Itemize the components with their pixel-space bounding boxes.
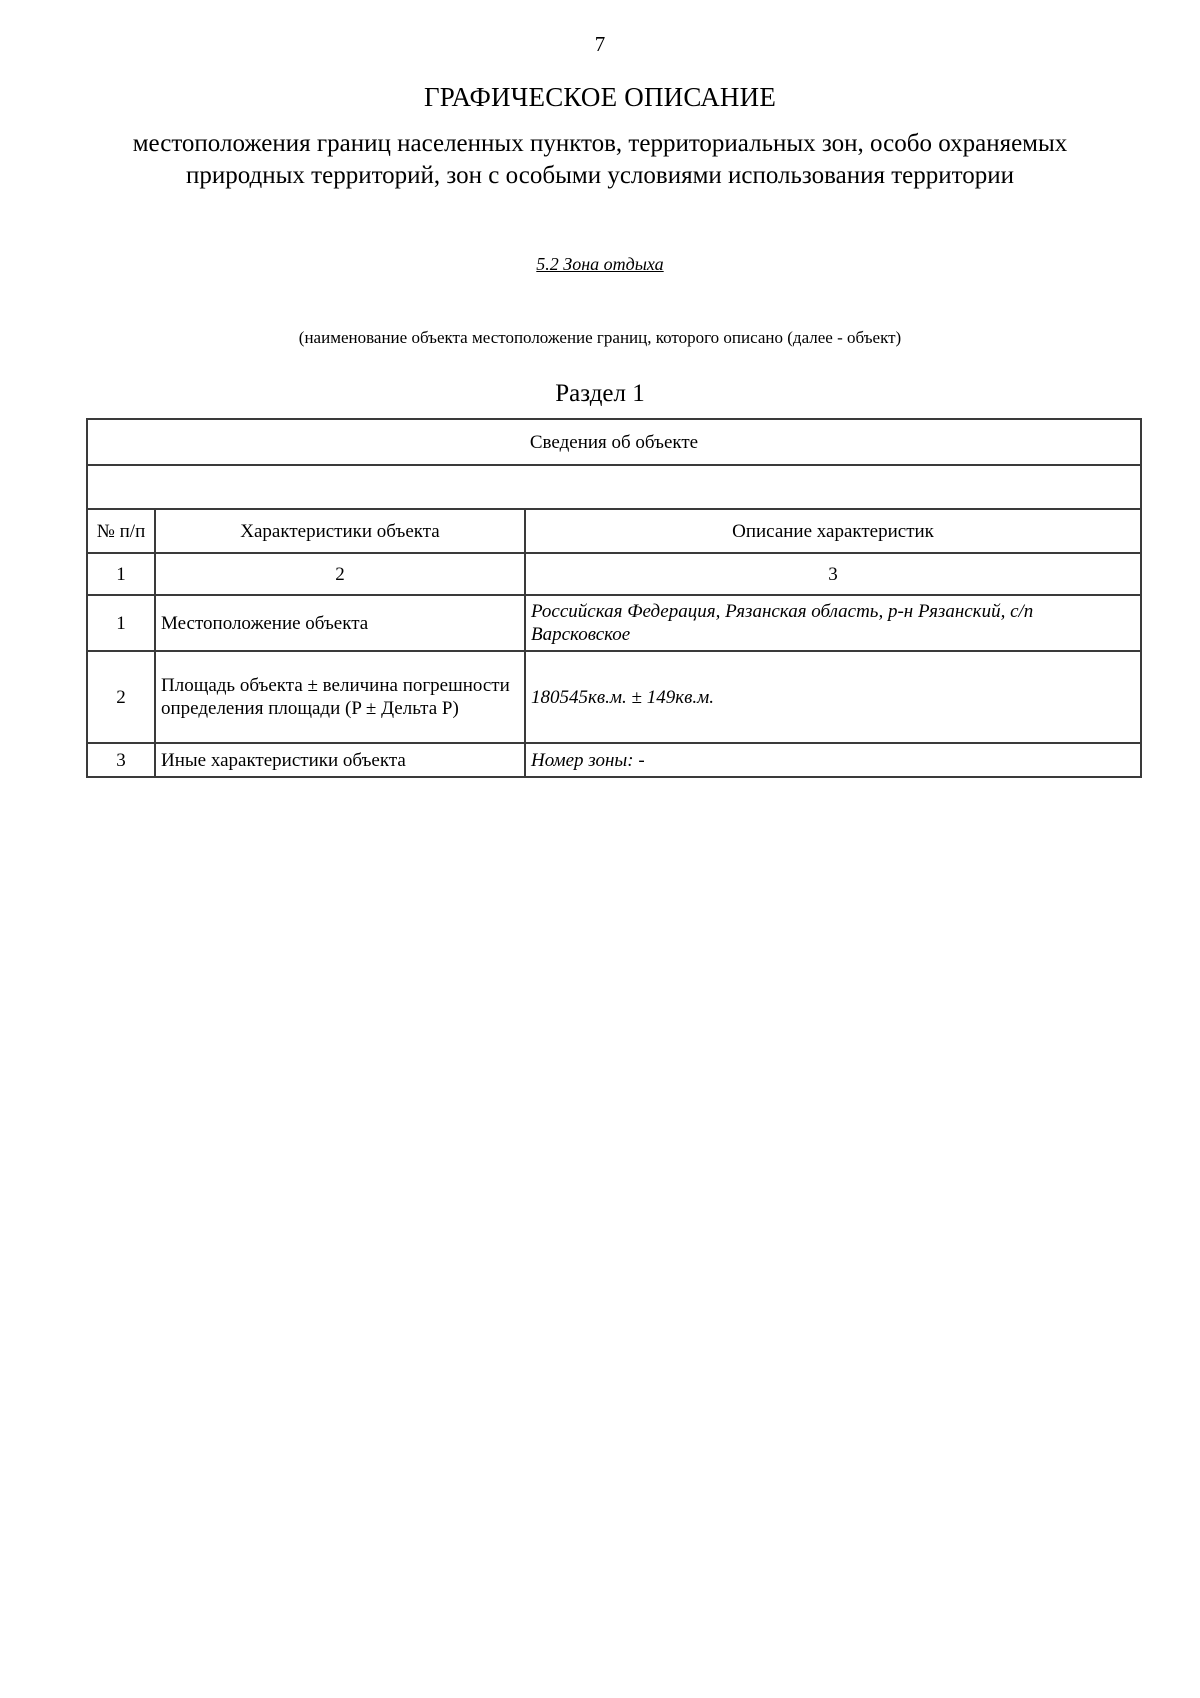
document-title: ГРАФИЧЕСКОЕ ОПИСАНИЕ <box>423 82 777 112</box>
object-name-caption: (наименование объекта местоположение границ, которого описано (далее - объект) <box>298 328 902 347</box>
row-number: 1 <box>87 595 155 651</box>
row-number: 2 <box>87 651 155 743</box>
row-number: 3 <box>87 743 155 777</box>
column-header-characteristic: Характеристики объекта <box>155 509 525 553</box>
section-title: Раздел 1 <box>555 380 645 407</box>
table-caption-row <box>87 419 1141 465</box>
table-empty-cell <box>87 465 1141 509</box>
row-characteristic: Местоположение объекта <box>155 595 525 651</box>
row-characteristic: Иные характеристики объекта <box>155 743 525 777</box>
row-characteristic: Площадь объекта ± величина погрешности определения площади (P ± Дельта P) <box>155 651 525 743</box>
row-description: Российская Федерация, Рязанская область, р-н Рязанский, с/п Варсковское <box>525 595 1141 651</box>
table-column-numbers-row <box>87 553 1141 595</box>
column-header-number: № п/п <box>87 509 155 553</box>
table-row <box>87 651 1141 743</box>
document-subtitle: местоположения границ населенных пунктов, территориальных зон, особо охраняемых природных территорий, зон с особыми условиями использования территории <box>132 130 1068 189</box>
column-number-1: 1 <box>87 553 155 595</box>
object-name: 5.2 Зона отдыха <box>536 254 664 274</box>
table-empty-row <box>87 465 1141 509</box>
object-info-table <box>86 418 1142 778</box>
table-header-row <box>87 509 1141 553</box>
row-description: Номер зоны: - <box>525 743 1141 777</box>
page-number: 7 <box>594 32 606 56</box>
table-row <box>87 595 1141 651</box>
column-number-3: 3 <box>525 553 1141 595</box>
table-row <box>87 743 1141 777</box>
column-number-2: 2 <box>155 553 525 595</box>
row-description: 180545кв.м. ± 149кв.м. <box>525 651 1141 743</box>
column-header-description: Описание характеристик <box>525 509 1141 553</box>
table-caption: Сведения об объекте <box>87 419 1141 465</box>
